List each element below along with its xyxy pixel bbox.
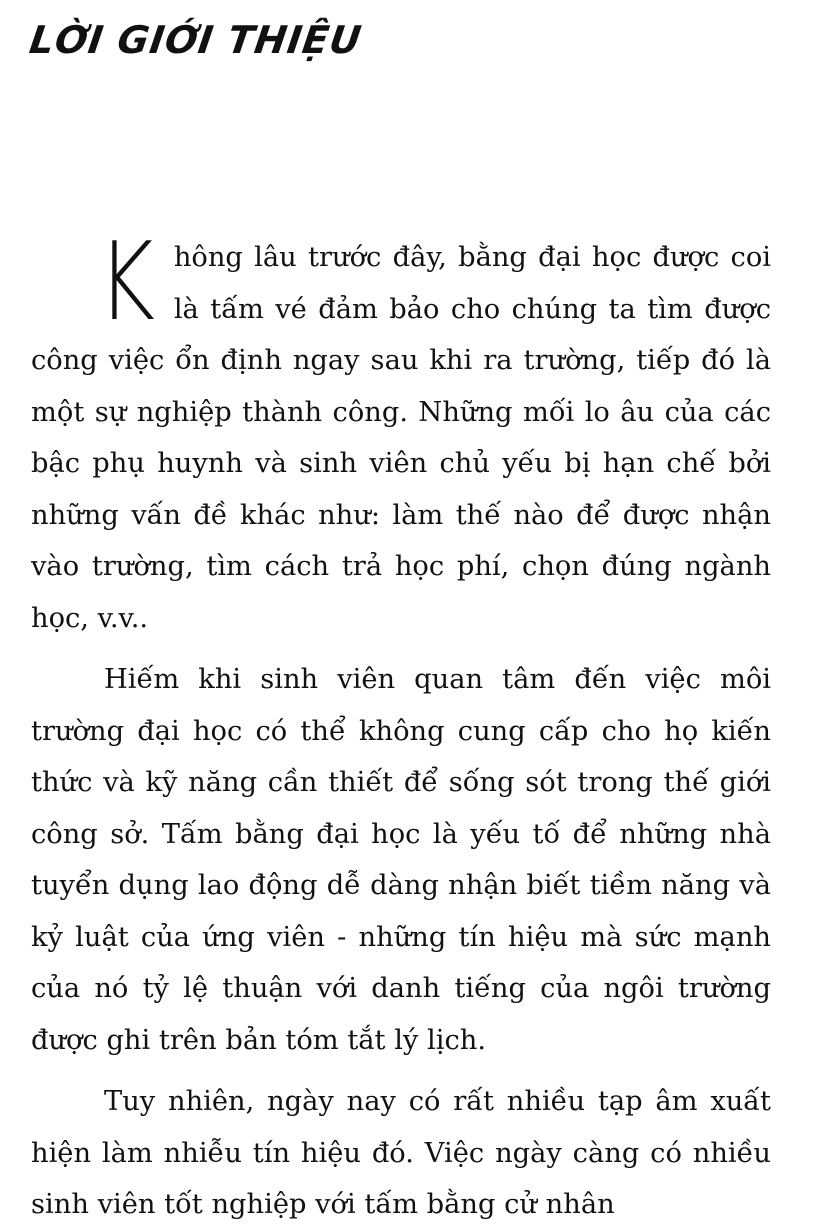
- body-text: [31, 220, 771, 1231]
- drop-cap: K: [97, 220, 156, 345]
- paragraph-1: [31, 220, 771, 644]
- paragraph-1-text: hông lâu trước đây, bằng đại học được coi là tấm vé đảm bảo cho chúng ta tìm được công việc ổn định ngay sau khi ra trường, tiếp đó là một sự nghiệp thành công. Những mối lo âu của các bậc phụ huynh và sinh viên chủ yếu bị hạn chế bởi những vấn đề khác như: làm thế nào để được nhận vào trường, tìm cách trả học phí, chọn đúng ngành học, v.v..: [31, 242, 771, 634]
- page-title: LỜI GIỚI THIỆU: [26, 18, 365, 62]
- paragraph-3: Tuy nhiên, ngày nay có rất nhiều tạp âm xuất hiện làm nhiễu tín hiệu đó. Việc ngày càng có nhiều sinh viên tốt nghiệp với tấm bằng cử nhân: [31, 1086, 771, 1220]
- paragraph-2: Hiếm khi sinh viên quan tâm đến việc môi trường đại học có thể không cung cấp cho họ kiến thức và kỹ năng cần thiết để sống sót trong thế giới công sở. Tấm bằng đại học là yếu tố để những nhà tuyển dụng lao động dễ dàng nhận biết tiềm năng và kỷ luật của ứng viên - những tín hiệu mà sức mạnh của nó tỷ lệ thuận với danh tiếng của ngôi trường được ghi trên bản tóm tắt lý lịch.: [31, 664, 771, 1056]
